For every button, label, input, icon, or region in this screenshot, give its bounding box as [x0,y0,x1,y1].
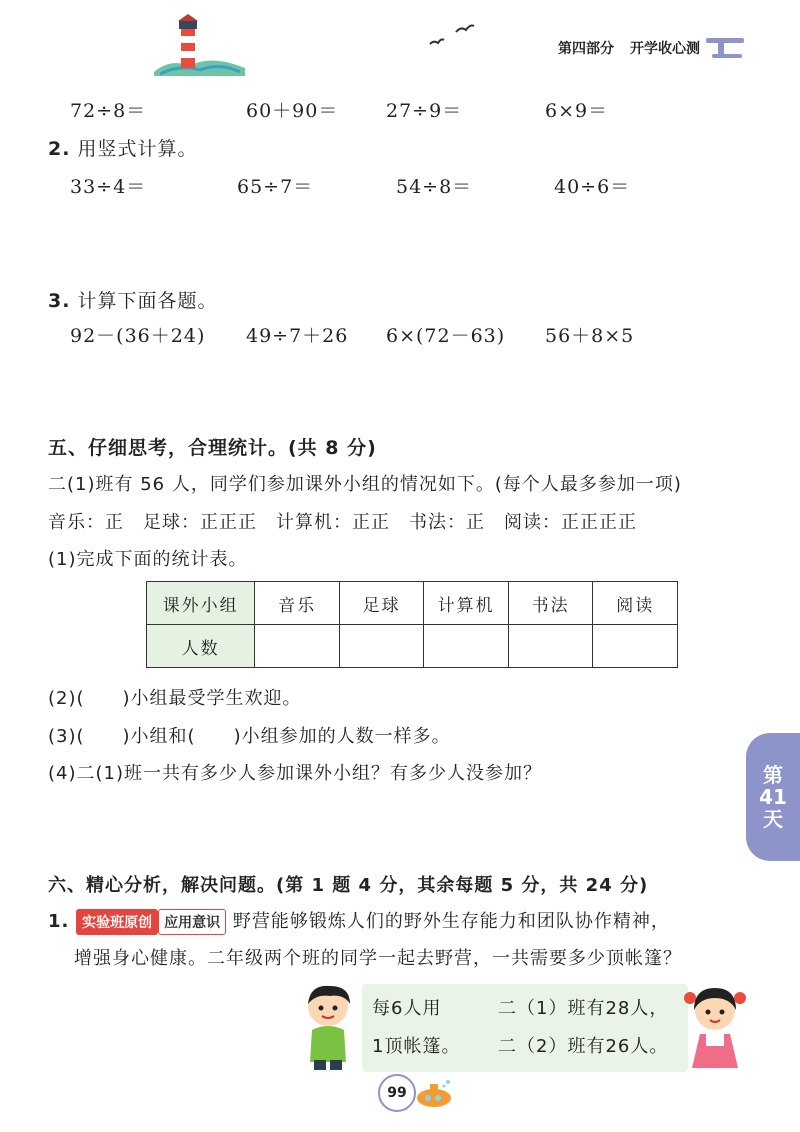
vertical-calc-item: 33÷4＝ [70,176,147,198]
q2-heading [48,134,198,161]
expression-item: 56＋8×5 [545,325,635,347]
q3-heading [48,286,218,313]
application-tag: 应用意识 [158,909,226,935]
side-tab-number: 41 [759,785,787,809]
table-header-row [147,582,678,625]
expression-item: 92－(36＋24) [70,325,206,347]
table-row-label: 人数 [147,625,255,668]
q6-1-line2: 增强身心健康。二年级两个班的同学一起去野营，一共需要多少顶帐篷？ [74,948,682,969]
table-header-cell: 课外小组 [147,582,255,625]
tally-line: 音乐：正 足球：正正正 计算机：正正 书法：正 阅读：正正正正 [48,512,637,533]
q6-1-number: 1. [48,911,70,932]
hint-text: 二（2）班有26人。 [498,1036,669,1057]
expression-item: 6×(72－63) [386,325,506,347]
side-tab-bottom: 天 [763,807,783,831]
header-title: 开学收心测 [630,41,700,57]
section5-heading: 五、仔细思考，合理统计。(共 8 分) [48,437,377,459]
hint-bubble-left [362,984,492,1072]
calc-item: 60＋90＝ [246,100,339,122]
answer-cell[interactable] [339,625,424,668]
table-header-cell: 计算机 [424,582,509,625]
original-tag: 实验班原创 [76,909,158,935]
page-number-badge [378,1074,416,1112]
calc-item: 27÷9＝ [386,100,463,122]
q3-title: 计算下面各题。 [77,290,218,312]
answer-cell[interactable] [424,625,509,668]
header-section: 第四部分 [558,41,614,57]
submarine-icon [414,1078,454,1110]
hint-bubble-right [488,984,688,1072]
hint-text: 每6人用 [372,998,442,1019]
calc-item: 72÷8＝ [70,100,147,122]
hint-text: 二（1）班有28人， [498,998,669,1019]
answer-cell[interactable] [593,625,678,668]
section5-intro: 二(1)班有 56 人，同学们参加课外小组的情况如下。(每个人最多参加一项) [48,474,682,495]
sub-question-1: (1)完成下面的统计表。 [48,549,248,570]
expression-item: 49÷7＋26 [246,325,349,347]
table-header-cell: 足球 [339,582,424,625]
q6-1-line1 [48,907,670,935]
page-number: 99 [387,1085,407,1101]
header-logo-icon [704,32,748,60]
section6-heading: 六、精心分析，解决问题。(第 1 题 4 分，其余每题 5 分，共 24 分) [48,875,649,896]
day-side-tab [746,733,800,861]
girl-illustration [680,984,750,1076]
boy-illustration [300,982,360,1072]
birds-icon [426,22,476,52]
table-header-cell: 阅读 [593,582,678,625]
vertical-calc-item: 54÷8＝ [396,176,473,198]
table-header-cell: 书法 [508,582,593,625]
calc-item: 6×9＝ [545,100,609,122]
answer-cell[interactable] [255,625,340,668]
table-row [147,625,678,668]
sub-question-3: (3)( )小组和( )小组参加的人数一样多。 [48,726,451,747]
answer-cell[interactable] [508,625,593,668]
sub-question-2: (2)( )小组最受学生欢迎。 [48,688,302,709]
vertical-calc-item: 65÷7＝ [237,176,314,198]
hint-text: 1顶帐篷。 [372,1036,461,1057]
sub-question-4: (4)二(1)班一共有多少人参加课外小组？有多少人没参加？ [48,763,542,784]
lighthouse-illustration [150,14,250,78]
stat-table [146,581,678,668]
q6-1-text: 野营能够锻炼人们的野外生存能力和团队协作精神， [232,911,670,932]
vertical-calc-item: 40÷6＝ [554,176,631,198]
q3-number: 3. [48,290,71,312]
q2-number: 2. [48,138,71,160]
table-header-cell: 音乐 [255,582,340,625]
q2-title: 用竖式计算。 [77,138,198,160]
side-tab-top: 第 [763,763,783,787]
